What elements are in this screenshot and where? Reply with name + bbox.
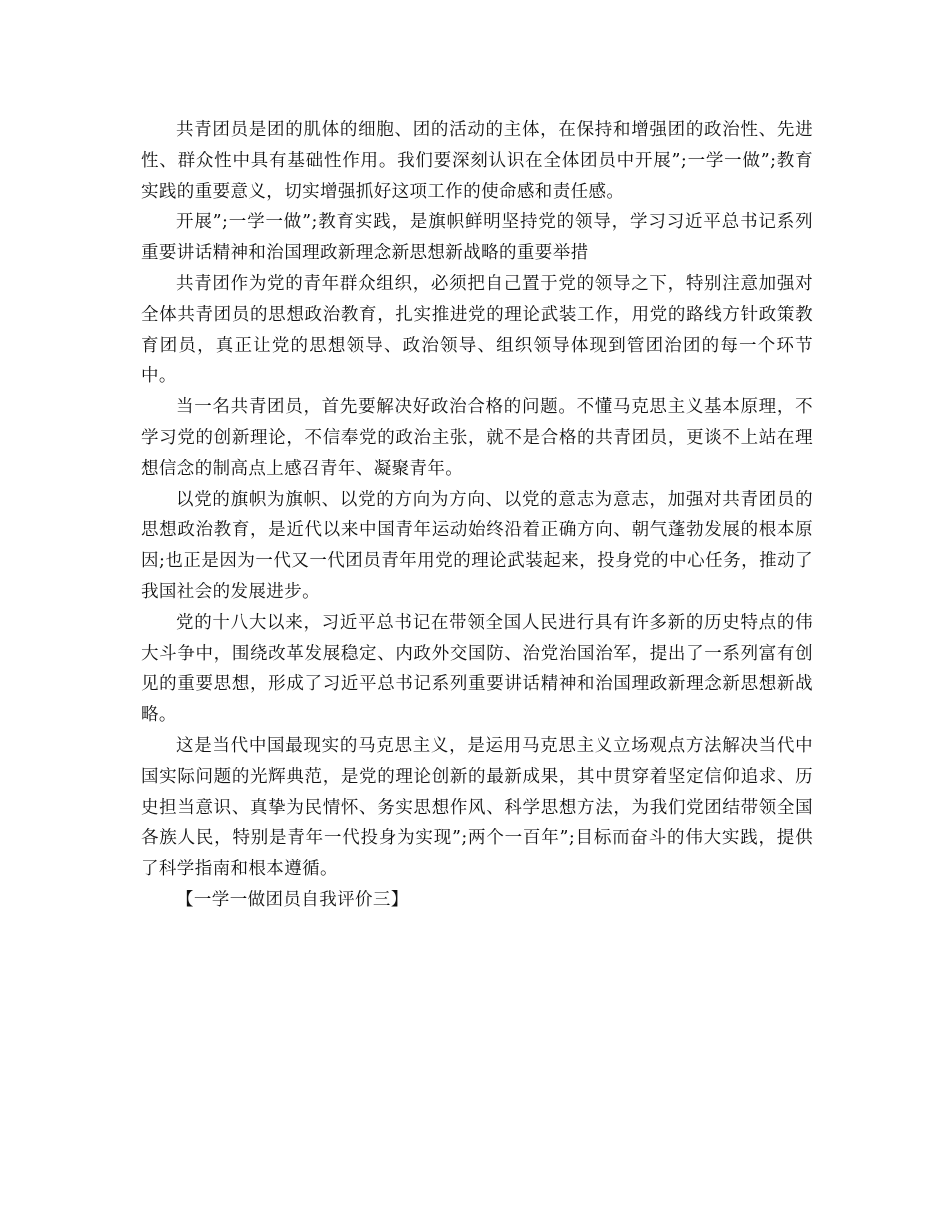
paragraph: 当一名共青团员，首先要解决好政治合格的问题。不懂马克思主义基本原理，不学习党的创新理论，不信奉党的政治主张，就不是合格的共青团员，更谈不上站在理想信念的制高点上感召青年、凝聚青年。 xyxy=(141,397,813,479)
section-heading: 【一学一做团员自我评价三】 xyxy=(176,889,409,910)
paragraph: 以党的旗帜为旗帜、以党的方向为方向、以党的意志为意志，加强对共青团员的思想政治教育，是近代以来中国青年运动始终沿着正确方向、朝气蓬勃发展的根本原因;也正是因为一代又一代团员青年用党的理论武装起来，投身党的中心任务，推动了我国社会的发展进步。 xyxy=(141,489,813,602)
paragraph: 共青团作为党的青年群众组织，必须把自己置于党的领导之下，特别注意加强对全体共青团员的思想政治教育，扎实推进党的理论武装工作，用党的路线方针政策教育团员，真正让党的思想领导、政治领导、组织领导体现到管团治团的每一个环节中。 xyxy=(141,273,813,387)
paragraph: 这是当代中国最现实的马克思主义，是运用马克思主义立场观点方法解决当代中国实际问题的光辉典范，是党的理论创新的最新成果，其中贯穿着坚定信仰追求、历史担当意识、真挚为民情怀、务实思想作风、科学思想方法，为我们党团结带领全国各族人民，特别是青年一代投身为实现”;两个一百年”;目标而奋斗的伟大实践，提供了科学指南和根本遵循。 xyxy=(141,735,813,880)
paragraph: 党的十八大以来，习近平总书记在带领全国人民进行具有许多新的历史特点的伟大斗争中，围绕改革发展稳定、内政外交国防、治党治国治军，提出了一系列富有创见的重要思想，形成了习近平总书记系列重要讲话精神和治国理政新理念新思想新战略。 xyxy=(141,612,813,726)
paragraph: 开展”;一学一做”;教育实践，是旗帜鲜明坚持党的领导，学习习近平总书记系列重要讲话精神和治国理政新理念新思想新战略的重要举措 xyxy=(141,212,813,264)
paragraph: 共青团员是团的肌体的细胞、团的活动的主体，在保持和增强团的政治性、先进性、群众性中具有基础性作用。我们要深刻认识在全体团员中开展”;一学一做”;教育实践的重要意义，切实增强抓好这项工作的使命感和责任感。 xyxy=(141,120,813,202)
document-body xyxy=(141,115,813,916)
